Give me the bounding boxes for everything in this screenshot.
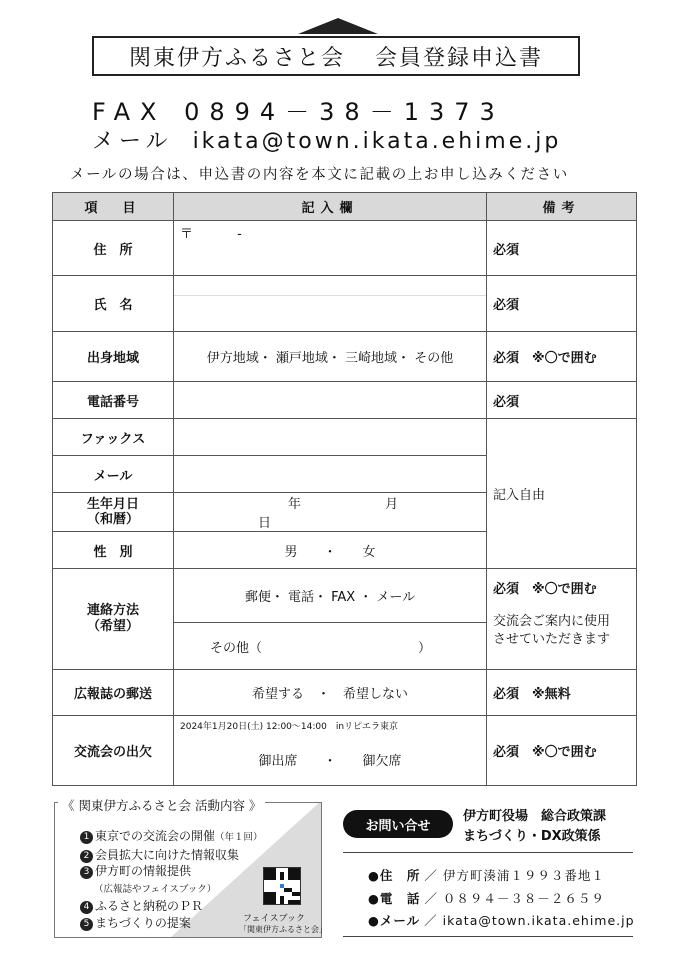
- origin-options[interactable]: 伊方地域・ 瀬戸地域・ 三崎地域・ その他: [174, 332, 487, 382]
- activity-item: 1 東京での交流会の開催（年１回）: [80, 828, 263, 847]
- pr-options[interactable]: 希望する ・ 希望しない: [174, 670, 487, 716]
- activity-list: [80, 828, 263, 931]
- contact-mail: ●メール ／ ikata@town.ikata.ehime.jp: [368, 913, 635, 928]
- note-pr: 必須 ※無料: [487, 670, 637, 716]
- label-gender: 性 別: [53, 532, 174, 569]
- activity-item: （広報誌やフェイスブック）: [94, 883, 217, 895]
- event-options[interactable]: 御出席 ・ 御欠席: [258, 754, 402, 769]
- birth-label-2: （和暦）: [86, 512, 139, 527]
- mail-instruction: メールの場合は、申込書の内容を本文に記載の上お申し込みください: [70, 167, 569, 183]
- divider: [343, 852, 633, 853]
- note-event: 必須 ※〇で囲む: [487, 716, 637, 786]
- header-triangle: [298, 18, 378, 34]
- fax-field[interactable]: [174, 419, 487, 456]
- postal-dash: -: [237, 227, 242, 242]
- facebook-name: 「関東伊方ふるさと会」: [239, 925, 327, 934]
- contact-other[interactable]: その他（ ）: [210, 640, 432, 656]
- note-phone: 必須: [487, 382, 637, 419]
- contact-address: ●住 所 ／ 伊方町湊浦１９９３番地１: [368, 868, 605, 883]
- contact-note-2: 交流会ご案内に使用: [493, 614, 611, 629]
- contact-note-1: 必須 ※〇で囲む: [493, 582, 597, 597]
- form-name: 会員登録申込書: [375, 45, 544, 71]
- org-department: 伊方町役場 総合政策課: [463, 809, 607, 824]
- mail-field[interactable]: [174, 456, 487, 493]
- gender-options[interactable]: 男 ・ 女: [174, 532, 487, 569]
- birth-month: 月: [385, 497, 399, 512]
- contact-phone: ●電 話 ／ ０８９４－３８－２６５９: [368, 891, 605, 906]
- activity-item: 4 ふるさと納税のＰＲ: [80, 898, 263, 915]
- header-note: 備考: [487, 193, 637, 221]
- activity-item: 3 伊方町の情報提供: [80, 863, 263, 880]
- address-field[interactable]: [174, 221, 487, 276]
- event-field: [174, 716, 487, 786]
- contact-options[interactable]: 郵便・ 電話・ FAX ・ メール: [174, 569, 486, 623]
- label-mail: メール: [53, 456, 174, 493]
- divider: [343, 936, 633, 937]
- facebook-label: フェイスブック: [243, 914, 305, 924]
- activity-title: 《 関東伊方ふるさと会 活動内容 》: [58, 796, 265, 814]
- mail-label: メール: [92, 129, 173, 154]
- note-origin: 必須 ※〇で囲む: [487, 332, 637, 382]
- label-name: 氏 名: [53, 276, 174, 332]
- birth-label-1: 生年月日: [86, 497, 139, 512]
- label-birthdate: [53, 493, 174, 532]
- label-address: 住 所: [53, 221, 174, 276]
- contact-note-3: させていただきます: [493, 632, 611, 647]
- header-item: 項 目: [53, 193, 174, 221]
- birthdate-field[interactable]: [174, 493, 487, 532]
- fax-number: FAX 0894－38－1373: [92, 98, 505, 126]
- header-entry: 記入欄: [174, 193, 487, 221]
- note-name: 必須: [487, 276, 637, 332]
- name-field[interactable]: [174, 276, 487, 332]
- contact-method-field: [174, 569, 487, 670]
- postal-mark: 〒: [180, 227, 194, 242]
- registration-table: [52, 192, 637, 786]
- label-phone: 電話番号: [53, 382, 174, 419]
- label-fax: ファックス: [53, 419, 174, 456]
- activity-item: 5 まちづくりの提案: [80, 915, 263, 932]
- note-address: 必須: [487, 221, 637, 276]
- label-event: 交流会の出欠: [53, 716, 174, 786]
- org-title: 関東伊方ふるさと会: [128, 45, 345, 71]
- activity-item: 2 会員拡大に向けた情報収集: [80, 847, 263, 864]
- contact-label-1: 連絡方法: [86, 603, 139, 618]
- birth-year: 年: [288, 497, 302, 512]
- phone-field[interactable]: [174, 382, 487, 419]
- mail-address: ikata@town.ikata.ehime.jp: [192, 129, 562, 154]
- note-contact: [487, 569, 637, 670]
- birth-day: 日: [258, 516, 272, 531]
- label-origin: 出身地域: [53, 332, 174, 382]
- inquiry-badge: お問い合せ: [343, 810, 453, 838]
- label-pr-mailing: 広報誌の郵送: [53, 670, 174, 716]
- form-title: [92, 36, 580, 76]
- event-date: 2024年1月20日(土) 12:00～14:00 inリピエラ東京: [180, 722, 399, 732]
- contact-label-2: （希望）: [86, 619, 139, 634]
- org-section: まちづくり・DX政策係: [463, 829, 601, 844]
- mail-line: [92, 124, 561, 155]
- label-contact-method: [53, 569, 174, 670]
- note-free: 記入自由: [487, 419, 637, 569]
- qr-code-icon[interactable]: [263, 867, 301, 905]
